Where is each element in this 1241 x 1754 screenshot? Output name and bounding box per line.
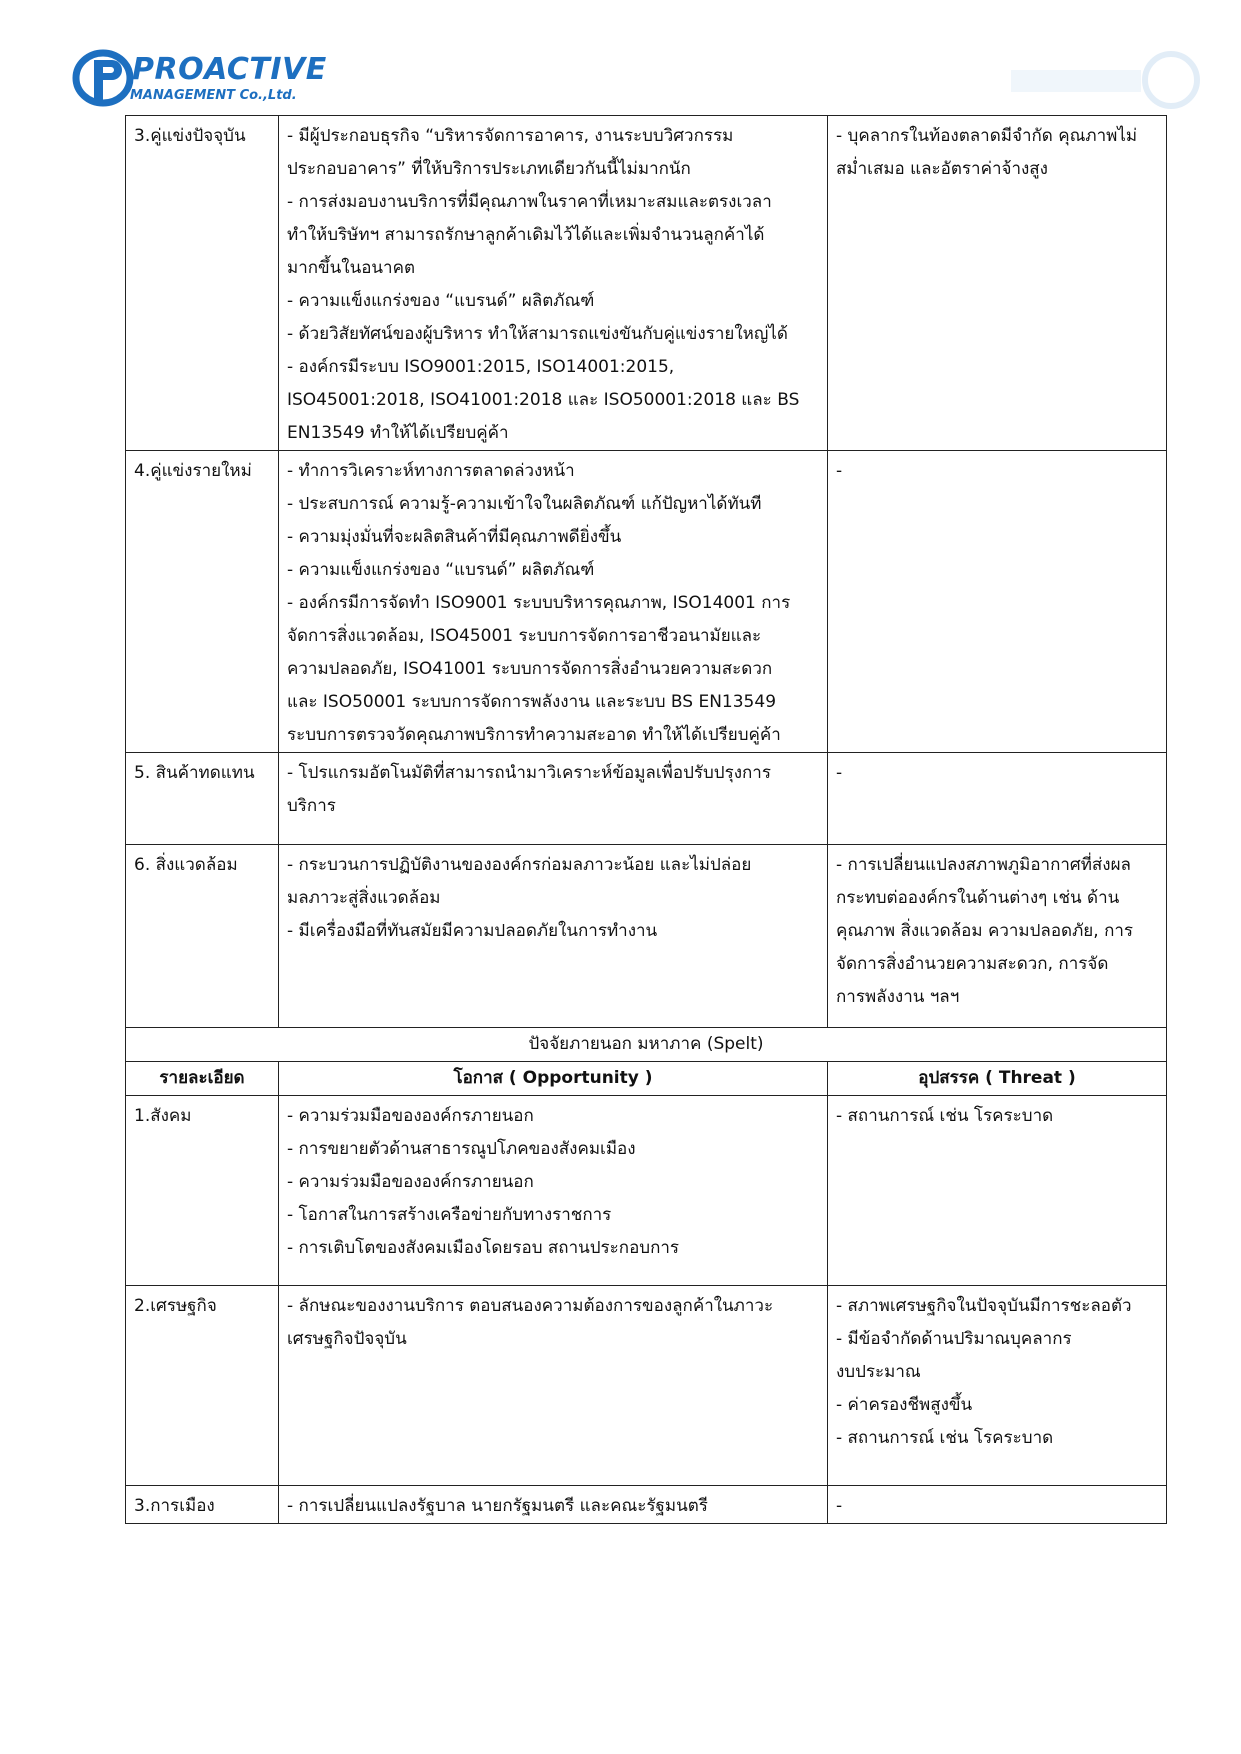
weakness-line: - xyxy=(836,461,843,481)
strength-line: ระบบการตรวจวัดคุณภาพบริการทำความสะอาด ทำให้ได้เปรียบคู่ค้า xyxy=(287,725,781,745)
detail-cell: 2.เศรษฐกิจ xyxy=(126,1286,279,1486)
header-opportunity: โอกาส ( Opportunity ) xyxy=(279,1062,828,1096)
opportunity-line: เศรษฐกิจปัจจุบัน xyxy=(287,1329,407,1349)
threat-line: งบประมาณ xyxy=(836,1362,921,1382)
opportunity-line: - ลักษณะของงานบริการ ตอบสนองความต้องการของลูกค้าในภาวะ xyxy=(287,1296,774,1316)
weakness-cell xyxy=(828,116,1167,451)
threat-line: - สถานการณ์ เช่น โรคระบาด xyxy=(836,1428,1054,1448)
detail-cell: 4.คู่แข่งรายใหม่ xyxy=(126,451,279,753)
strength-line: - โปรแกรมอัตโนมัติที่สามารถนำมาวิเคราะห์ข้อมูลเพื่อปรับปรุงการ xyxy=(287,763,771,783)
strength-line: - มีเครื่องมือที่ทันสมัยมีความปลอดภัยในการทำงาน xyxy=(287,921,658,941)
strength-line: มลภาวะสู่สิ่งแวดล้อม xyxy=(287,888,441,908)
strength-line: - องค์กรมีการจัดทำ ISO9001 ระบบบริหารคุณภาพ, ISO14001 การ xyxy=(287,593,791,613)
strength-line: ISO45001:2018, ISO41001:2018 และ ISO50001:2018 และ BS xyxy=(287,390,800,410)
opportunity-line: - โอกาสในการสร้างเครือข่ายกับทางราชการ xyxy=(287,1205,612,1225)
section-title: ปัจจัยภายนอก มหาภาค (Spelt) xyxy=(126,1028,1167,1062)
logo-subtitle: MANAGEMENT Co.,Ltd. xyxy=(130,88,297,103)
table-row xyxy=(126,451,1167,753)
section-title-row xyxy=(126,1028,1167,1062)
strength-line: EN13549 ทำให้ได้เปรียบคู่ค้า xyxy=(287,423,509,443)
strength-line: - ความแข็งแกร่งของ “แบรนด์” ผลิตภัณฑ์ xyxy=(287,291,595,311)
strength-line: - การส่งมอบงานบริการที่มีคุณภาพในราคาที่เหมาะสมและตรงเวลา xyxy=(287,192,772,212)
detail-cell: 1.สังคม xyxy=(126,1096,279,1286)
opportunity-line: - การเติบโตของสังคมเมืองโดยรอบ สถานประกอบการ xyxy=(287,1238,680,1258)
opportunity-line: - ความร่วมมือขององค์กรภายนอก xyxy=(287,1106,534,1126)
strength-cell xyxy=(279,753,828,845)
opportunity-line: - การเปลี่ยนแปลงรัฐบาล นายกรัฐมนตรี และคณะรัฐมนตรี xyxy=(287,1496,708,1516)
header-threat: อุปสรรค ( Threat ) xyxy=(828,1062,1167,1096)
table-row xyxy=(126,753,1167,845)
table-row xyxy=(126,845,1167,1028)
opportunity-line: - การขยายตัวด้านสาธารณูปโภคของสังคมเมือง xyxy=(287,1139,636,1159)
threat-line: - สถานการณ์ เช่น โรคระบาด xyxy=(836,1106,1054,1126)
strength-line: - ทำการวิเคราะห์ทางการตลาดล่วงหน้า xyxy=(287,461,575,481)
strength-line: ความปลอดภัย, ISO41001 ระบบการจัดการสิ่งอำนวยความสะดวก xyxy=(287,659,773,679)
company-logo xyxy=(72,44,327,114)
opportunity-cell xyxy=(279,1286,828,1486)
table-row xyxy=(126,1286,1167,1486)
strength-line: มากขึ้นในอนาคต xyxy=(287,258,415,278)
strength-line: บริการ xyxy=(287,796,336,816)
strength-line: - มีผู้ประกอบธุรกิจ “บริหารจัดการอาคาร, งานระบบวิศวกรรม xyxy=(287,126,734,146)
strength-cell xyxy=(279,116,828,451)
strength-line: ประกอบอาคาร” ที่ให้บริการประเภทเดียวกันนี้ไม่มากนัก xyxy=(287,159,691,179)
weakness-line: การพลังงาน ฯลฯ xyxy=(836,987,960,1007)
strength-line: - ประสบการณ์ ความรู้-ความเข้าใจในผลิตภัณฑ์ แก้ปัญหาได้ทันที xyxy=(287,494,762,514)
weakness-cell xyxy=(828,753,1167,845)
weakness-line: - การเปลี่ยนแปลงสภาพภูมิอากาศที่ส่งผล xyxy=(836,855,1131,875)
weakness-cell xyxy=(828,845,1167,1028)
detail-cell: 5. สินค้าทดแทน xyxy=(126,753,279,845)
proactive-logo-icon xyxy=(72,46,134,108)
opportunity-cell xyxy=(279,1486,828,1524)
strength-cell xyxy=(279,845,828,1028)
weakness-cell xyxy=(828,451,1167,753)
threat-cell xyxy=(828,1286,1167,1486)
strength-line: ทำให้บริษัทฯ สามารถรักษาลูกค้าเดิมไว้ได้และเพิ่มจำนวนลูกค้าได้ xyxy=(287,225,765,245)
detail-cell: 3.คู่แข่งปัจจุบัน xyxy=(126,116,279,451)
opportunity-cell xyxy=(279,1096,828,1286)
threat-line: - สภาพเศรษฐกิจในปัจจุบันมีการชะลอตัว xyxy=(836,1296,1132,1316)
strength-line: - กระบวนการปฏิบัติงานขององค์กรก่อมลภาวะน้อย และไม่ปล่อย xyxy=(287,855,752,875)
bleed-through-logo xyxy=(1001,40,1201,120)
detail-cell: 3.การเมือง xyxy=(126,1486,279,1524)
strength-line: - ด้วยวิสัยทัศน์ของผู้บริหาร ทำให้สามารถแข่งขันกับคู่แข่งรายใหญ่ได้ xyxy=(287,324,788,344)
threat-cell xyxy=(828,1096,1167,1286)
strength-line: - ความแข็งแกร่งของ “แบรนด์” ผลิตภัณฑ์ xyxy=(287,560,595,580)
header-detail: รายละเอียด xyxy=(126,1062,279,1096)
strength-line: จัดการสิ่งแวดล้อม, ISO45001 ระบบการจัดการอาชีวอนามัยและ xyxy=(287,626,762,646)
detail-cell: 6. สิ่งแวดล้อม xyxy=(126,845,279,1028)
weakness-line: จัดการสิ่งอำนวยความสะดวก, การจัด xyxy=(836,954,1109,974)
weakness-line: - xyxy=(836,763,843,783)
strength-line: และ ISO50001 ระบบการจัดการพลังงาน และระบบ BS EN13549 xyxy=(287,692,777,712)
swot-table xyxy=(125,115,1167,1524)
table-row xyxy=(126,1486,1167,1524)
header-row xyxy=(126,1062,1167,1096)
table-row xyxy=(126,116,1167,451)
weakness-line: คุณภาพ สิ่งแวดล้อม ความปลอดภัย, การ xyxy=(836,921,1134,941)
opportunity-line: - ความร่วมมือขององค์กรภายนอก xyxy=(287,1172,534,1192)
strength-line: - ความมุ่งมั่นที่จะผลิตสินค้าที่มีคุณภาพดียิ่งขึ้น xyxy=(287,527,622,547)
table-row xyxy=(126,1096,1167,1286)
threat-line: - มีข้อจำกัดด้านปริมาณบุคลากร xyxy=(836,1329,1072,1349)
threat-line: - xyxy=(836,1496,843,1516)
weakness-line: สม่ำเสมอ และอัตราค่าจ้างสูง xyxy=(836,159,1048,179)
threat-cell xyxy=(828,1486,1167,1524)
weakness-line: - บุคลากรในท้องตลาดมีจำกัด คุณภาพไม่ xyxy=(836,126,1138,146)
threat-line: - ค่าครองชีพสูงขึ้น xyxy=(836,1395,973,1415)
weakness-line: กระทบต่อองค์กรในด้านต่างๆ เช่น ด้าน xyxy=(836,888,1120,908)
logo-name: PROACTIVE xyxy=(132,52,327,87)
strength-cell xyxy=(279,451,828,753)
strength-line: - องค์กรมีระบบ ISO9001:2015, ISO14001:2015, xyxy=(287,357,675,377)
